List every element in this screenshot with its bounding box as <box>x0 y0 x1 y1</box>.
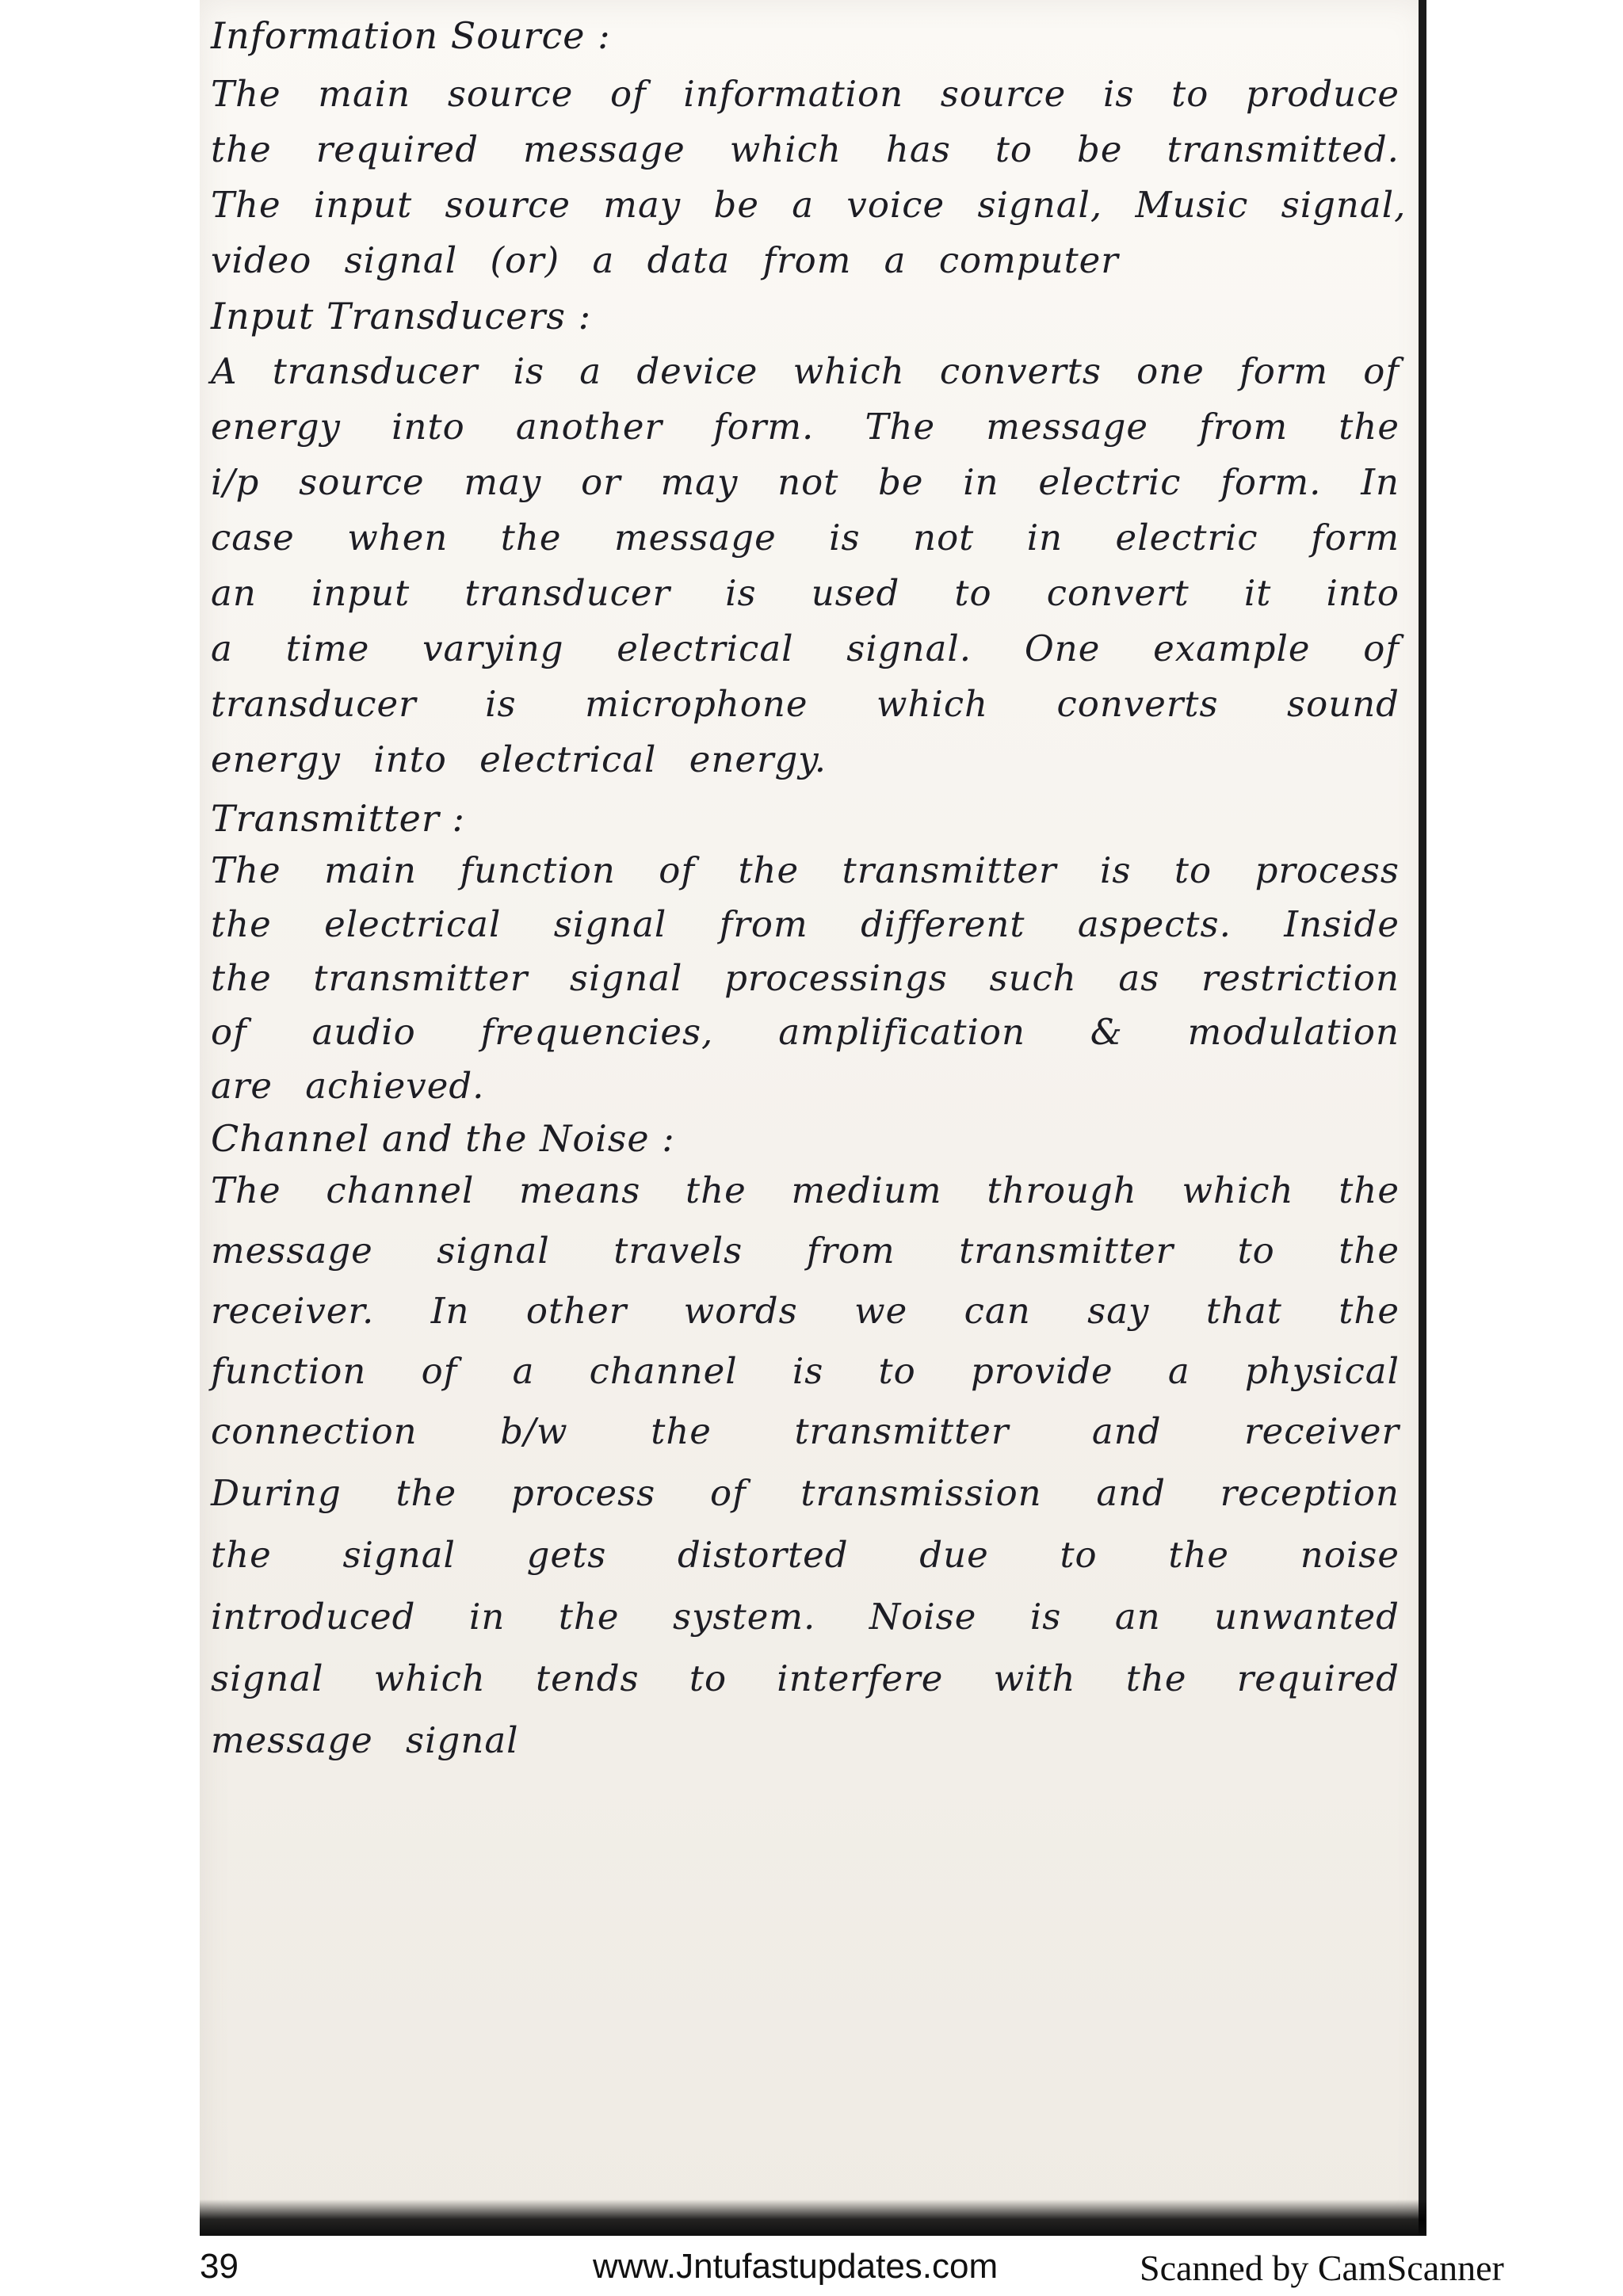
text-line: a time varying electrical signal. One example of <box>211 627 1400 669</box>
section-heading: Information Source : <box>211 14 611 57</box>
text-line: signal which tends to interfere with the required <box>211 1657 1400 1699</box>
scanner-watermark: Scanned by CamScanner <box>1140 2248 1504 2288</box>
text-line: The channel means the medium through which the <box>211 1169 1400 1211</box>
text-line: function of a channel is to provide a physical <box>211 1350 1400 1392</box>
scanned-page <box>200 0 1426 2236</box>
text-line: energy into electrical energy. <box>211 738 827 780</box>
text-line: The main function of the transmitter is to process <box>211 849 1400 891</box>
text-line: receiver. In other words we can say that the <box>211 1290 1400 1332</box>
text-line: are achieved. <box>211 1065 485 1107</box>
text-line: The main source of information source is to produce <box>211 73 1400 115</box>
text-line: the signal gets distorted due to the noise <box>211 1534 1400 1576</box>
text-line: an input transducer is used to convert it into <box>211 572 1400 614</box>
text-line: video signal (or) a data from a computer <box>211 239 1119 281</box>
text-line: connection b/w the transmitter and receiver <box>211 1410 1400 1452</box>
text-line: the electrical signal from different aspects. Inside <box>211 903 1400 945</box>
text-line: The input source may be a voice signal, Music signal, <box>211 184 1407 226</box>
website-link[interactable]: www.Jntufastupdates.com <box>593 2247 999 2286</box>
section-heading: Channel and the Noise : <box>211 1117 675 1160</box>
section-heading: Transmitter : <box>211 797 465 840</box>
page-number: 39 <box>200 2247 239 2286</box>
text-line: energy into another form. The message from the <box>211 406 1400 448</box>
text-line: i/p source may or may not be in electric form. In <box>211 461 1400 503</box>
text-line: A transducer is a device which converts one form of <box>211 350 1400 392</box>
section-heading: Input Transducers : <box>211 295 592 338</box>
text-line: the required message which has to be transmitted. <box>211 128 1400 170</box>
text-line: of audio frequencies, amplification & modulation <box>211 1011 1400 1053</box>
text-line: During the process of transmission and reception <box>211 1472 1400 1514</box>
text-line: the transmitter signal processings such as restriction <box>211 957 1400 999</box>
text-line: message signal <box>211 1719 519 1761</box>
text-line: transducer is microphone which converts sound <box>211 683 1400 725</box>
text-line: case when the message is not in electric form <box>211 517 1400 559</box>
text-line: message signal travels from transmitter to the <box>211 1230 1400 1272</box>
text-line: introduced in the system. Noise is an unwanted <box>211 1596 1400 1638</box>
